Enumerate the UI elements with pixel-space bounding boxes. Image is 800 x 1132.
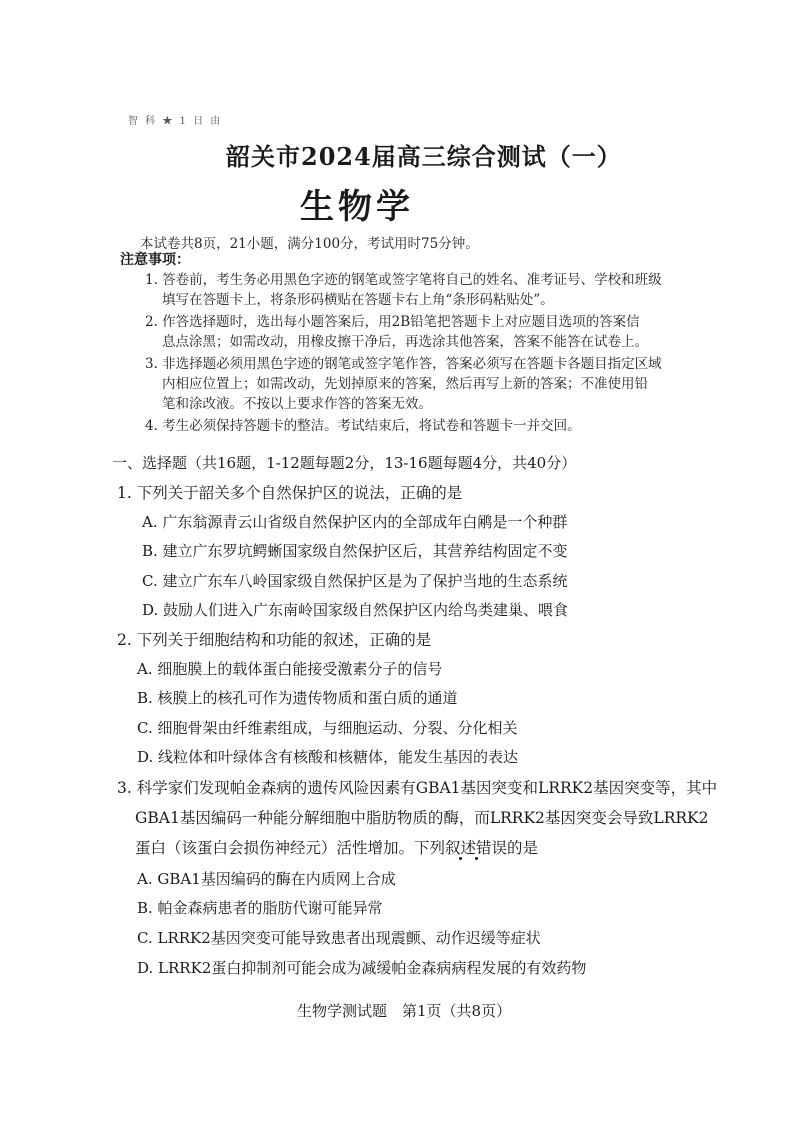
- notice-item-2-line-1: 2. 作答选择题时，选出每小题答案后，用2B铅笔把答题卡上对应题目选项的答案信: [145, 314, 640, 330]
- notice-item-1-line-2: 填写在答题卡上，将条形码横贴在答题卡右上角“条形码粘贴处”。: [162, 292, 554, 308]
- question-2-option-c: C. 细胞骨架由纤维素组成，与细胞运动、分裂、分化相关: [137, 719, 518, 737]
- emphasis-dot: [475, 857, 478, 860]
- question-2-stem: 2. 下列关于细胞结构和功能的叙述，正确的是: [117, 631, 432, 649]
- question-2-option-a: A. 细胞膜上的载体蛋白能接受激素分子的信号: [137, 660, 443, 678]
- question-3-option-a: A. GBA1基因编码的酶在内质网上合成: [137, 870, 396, 888]
- question-1-option-b: B. 建立广东罗坑鳄蜥国家级自然保护区后，其营养结构固定不变: [142, 542, 568, 560]
- question-3-option-c: C. LRRK2基因突变可能导致患者出现震颤、动作迟缓等症状: [137, 929, 541, 947]
- notice-item-4-line-1: 4. 考生必须保持答题卡的整洁。考试结束后，将试卷和答题卡一并交回。: [145, 418, 581, 434]
- notice-item-3-line-3: 笔和涂改液。不按以上要求作答的答案无效。: [162, 396, 432, 412]
- notice-item-3-line-1: 3. 非选择题必须用黑色字迹的钢笔或签字笔作答，答案必须写在答题卡各题目指定区域: [145, 356, 662, 372]
- question-2-option-b: B. 核膜上的核孔可作为遗传物质和蛋白质的通道: [137, 689, 458, 707]
- notice-item-3-line-2: 内相应位置上；如需改动，先划掉原来的答案，然后再写上新的答案；不准使用铅: [162, 376, 648, 392]
- notice-item-2-line-2: 息点涂黑；如需改动，用橡皮擦干净后，再选涂其他答案，答案不能答在试卷上。: [162, 334, 648, 350]
- question-3-stem-line-1: 3. 科学家们发现帕金森病的遗传风险因素有GBA1基因突变和LRRK2基因突变等，其中: [117, 779, 718, 797]
- question-3-option-d: D. LRRK2蛋白抑制剂可能会成为减缓帕金森病病程发展的有效药物: [137, 959, 587, 977]
- section-header: 一、选择题（共16题，1-12题每题2分，13-16题每题4分，共40分）: [112, 454, 577, 472]
- question-3-option-b: B. 帕金森病患者的脂肪代谢可能异常: [137, 899, 383, 917]
- exam-title: 韶关市2024届高三综合测试（一）: [226, 142, 622, 171]
- page-footer: 生物学测试题 第1页（共8页）: [297, 1002, 512, 1020]
- question-3-stem-line-2: GBA1基因编码一种能分解细胞中脂肪物质的酶，而LRRK2基因突变会导致LRRK2: [135, 809, 709, 827]
- question-1-stem: 1. 下列关于韶关多个自然保护区的说法，正确的是: [117, 484, 463, 502]
- exam-info: 本试卷共8页，21小题，满分100分，考试用时75分钟。: [140, 236, 479, 252]
- question-2-option-d: D. 线粒体和叶绿体含有核酸和核糖体，能发生基因的表达: [137, 748, 519, 766]
- subject-title: 生物学: [300, 187, 414, 227]
- question-1-option-a: A. 广东翁源青云山省级自然保护区内的全部成年白鹇是一个种群: [142, 513, 568, 531]
- emphasis-dot: [459, 857, 462, 860]
- handwritten-note: 智 科 ★ 1 日 由: [128, 116, 223, 127]
- question-3-stem-line-3: 蛋白（该蛋白会损伤神经元）活性增加。下列叙述错误的是: [135, 839, 539, 857]
- question-1-option-d: D. 鼓励人们进入广东南岭国家级自然保护区内给鸟类建巢、喂食: [142, 601, 569, 619]
- notice-heading: 注意事项：: [120, 252, 190, 268]
- question-1-option-c: C. 建立广东车八岭国家级自然保护区是为了保护当地的生态系统: [142, 572, 568, 590]
- notice-item-1-line-1: 1. 答卷前，考生务必用黑色字迹的钢笔或签字笔将自己的姓名、准考证号、学校和班级: [145, 272, 662, 288]
